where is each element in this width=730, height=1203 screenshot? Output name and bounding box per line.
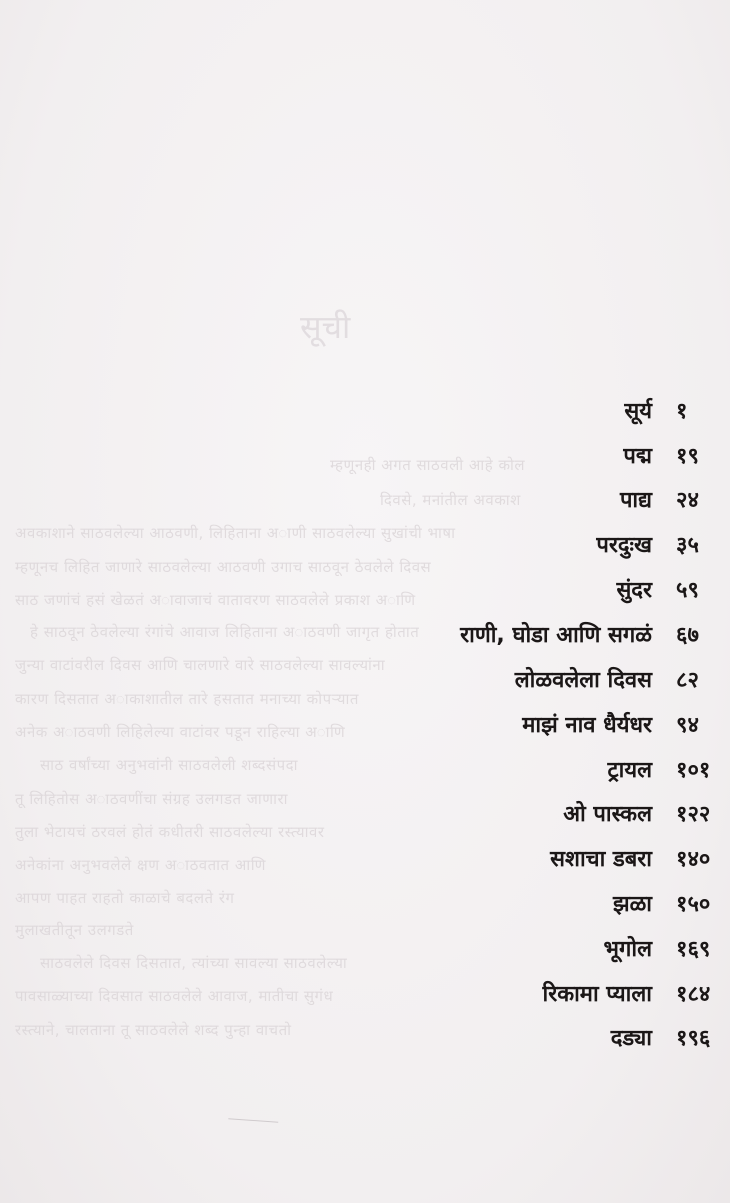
toc-entry-title: भूगोल bbox=[603, 937, 652, 962]
toc-entry-title: दड्या bbox=[610, 1026, 652, 1051]
toc-entry-page: १ bbox=[676, 399, 688, 424]
toc-entry-title: पद्म bbox=[623, 444, 652, 469]
toc-entry bbox=[623, 440, 699, 480]
toc-entry-title: सूर्य bbox=[624, 399, 652, 424]
toc-entry-page: ३५ bbox=[676, 533, 699, 558]
toc-entry bbox=[616, 574, 699, 614]
toc-entry-title: ट्रायल bbox=[607, 758, 652, 783]
toc-entry bbox=[514, 664, 699, 704]
bleed-through-line: म्हणूनही अगत साठवली आहे कोल bbox=[330, 456, 526, 474]
toc-entry-title: ओ पास्कल bbox=[563, 802, 652, 827]
toc-entry-page: २४ bbox=[676, 488, 699, 513]
toc-entry-title: सशाचा डबरा bbox=[550, 847, 652, 872]
toc-entry-page: १०१ bbox=[676, 758, 711, 783]
bleed-through-line: दिवसे, मनांतील अवकाश bbox=[380, 491, 521, 509]
toc-entry bbox=[619, 484, 699, 524]
toc-entry bbox=[550, 843, 711, 883]
toc-entry-page: ९४ bbox=[676, 713, 699, 738]
bleed-through-line: कारण दिसतात अाकाशातील तारे हसतात मनाच्या कोपऱ्यात bbox=[15, 690, 359, 708]
bleed-through-line: रस्त्याने, चालताना तू साठवलेले शब्द पुन्हा वाचतो bbox=[15, 1021, 292, 1039]
bleed-through-heading: सूची bbox=[300, 308, 351, 346]
toc-entry-title: रिकामा प्याला bbox=[542, 982, 652, 1007]
toc-entry bbox=[607, 754, 711, 794]
toc-entry bbox=[460, 619, 699, 659]
toc-entry-page: ५९ bbox=[676, 578, 699, 603]
toc-entry-page: १९६ bbox=[676, 1026, 711, 1051]
bleed-through-line: अनेक अाठवणी लिहिलेल्या वाटांवर पडून राहिल्या अाणि bbox=[15, 723, 346, 741]
toc-entry bbox=[522, 709, 699, 749]
bleed-through-line: साठ वर्षांच्या अनुभवांनी साठवलेली शब्दसंपदा bbox=[40, 756, 298, 774]
bleed-through-line: अवकाशाने साठवलेल्या आठवणी, लिहिताना अाणी साठवलेल्या सुखांची भाषा bbox=[15, 524, 456, 542]
toc-entry-page: ६७ bbox=[676, 623, 699, 648]
toc-entry-page: १२२ bbox=[676, 802, 711, 827]
toc-entry bbox=[624, 395, 688, 435]
bleed-through-line: म्हणूनच लिहित जाणारे साठवलेल्या आठवणी उगाच साठवून ठेवलेले दिवस bbox=[15, 558, 432, 576]
toc-entry-title: लोळवलेला दिवस bbox=[514, 668, 652, 693]
bleed-through-line: तुला भेटायचं ठरवलं होतं कधीतरी साठवलेल्या रस्त्यावर bbox=[15, 823, 325, 841]
toc-entry-page: १८४ bbox=[676, 982, 711, 1007]
bleed-through-line: मुलाखतीतून उलगडते bbox=[15, 921, 134, 939]
toc-entry bbox=[612, 888, 711, 928]
toc-entry bbox=[603, 933, 711, 973]
toc-entry-title: परदुःख bbox=[596, 533, 652, 558]
bleed-through-line: तू लिहितोस अाठवणींचा संग्रह उलगडत जाणारा bbox=[15, 790, 289, 808]
toc-entry-title: सुंदर bbox=[616, 578, 652, 603]
toc-entry-page: १४० bbox=[676, 847, 711, 872]
bleed-through-line: जुन्या वाटांवरील दिवस आणि चालणारे वारे साठवलेल्या सावल्यांना bbox=[15, 656, 386, 674]
toc-entry-page: १६९ bbox=[676, 937, 711, 962]
bleed-through-line: हे साठवून ठेवलेल्या रंगांचे आवाज लिहिताना अाठवणी जागृत होतात bbox=[30, 623, 420, 641]
toc-entry-title: पाद्य bbox=[619, 488, 652, 513]
toc-entry-page: १५० bbox=[676, 892, 711, 917]
toc-entry bbox=[542, 978, 711, 1018]
toc-entry-page: १९ bbox=[676, 444, 699, 469]
toc-entry bbox=[596, 529, 699, 569]
bleed-through-line: आपण पाहत राहतो काळाचे बदलते रंग bbox=[15, 889, 235, 907]
toc-entry bbox=[610, 1022, 711, 1062]
toc-entry-page: ८२ bbox=[676, 668, 699, 693]
bleed-through-line: पावसाळ्याच्या दिवसात साठवलेले आवाज, मातीचा सुगंध bbox=[15, 987, 334, 1005]
bleed-through-line: साठ जणांचं हसं खेळतं अावाजाचं वातावरण साठवलेले प्रकाश अाणि bbox=[15, 591, 416, 609]
bleed-through-line: साठवलेले दिवस दिसतात, त्यांच्या सावल्या साठवलेल्या bbox=[40, 954, 348, 972]
toc-entry-title: राणी, घोडा आणि सगळं bbox=[460, 623, 652, 648]
toc-entry-title: झळा bbox=[612, 892, 652, 917]
toc-entry-title: माझं नाव धैर्यधर bbox=[522, 713, 652, 738]
bleed-through-line: अनेकांना अनुभवलेले क्षण अाठवतात आणि bbox=[15, 856, 266, 874]
toc-entry bbox=[563, 798, 711, 838]
